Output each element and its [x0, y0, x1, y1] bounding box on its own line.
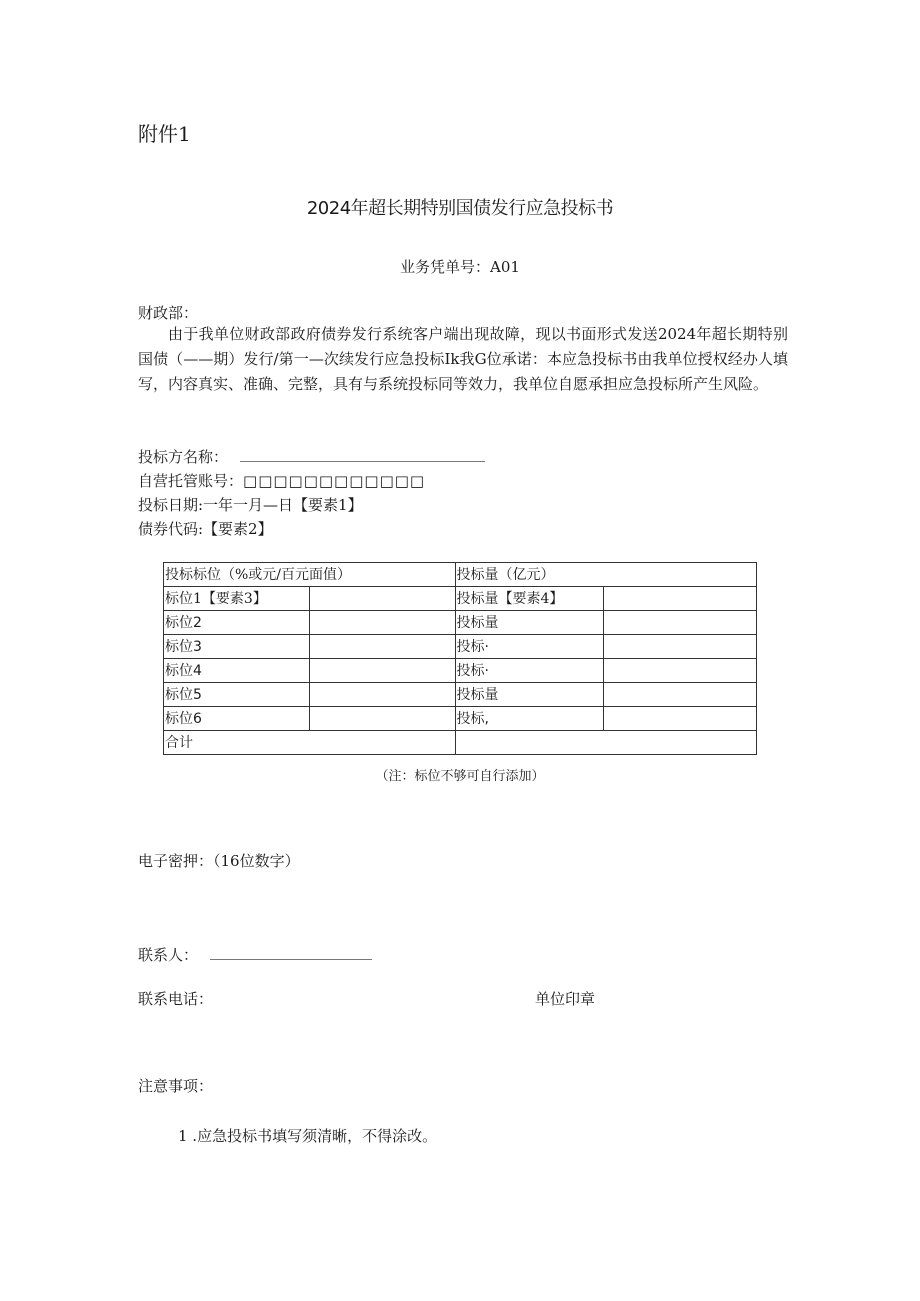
custody-account-field	[138, 470, 425, 491]
document-title: 2024年超长期特别国债发行应急投标书	[306, 198, 614, 219]
amount-value-cell[interactable]	[604, 683, 757, 707]
rate-value-cell[interactable]	[309, 683, 455, 707]
bidder-name-blank[interactable]	[240, 449, 485, 462]
notice-title: 注意事项：	[138, 1077, 214, 1095]
bid-table	[163, 562, 757, 755]
voucher-number: 业务凭单号：A01	[400, 258, 520, 276]
table-total-row	[164, 731, 757, 755]
notice-item: 1 .应急投标书填写须清晰，不得涂改。	[178, 1127, 438, 1145]
commitment-paragraph: 由于我单位财政部政府债券发行系统客户端出现故障，现以书面形式发送2024年超长期特别国债（——期）发行/第一—次续发行应急投标Ik我G位承诺：本应急投标书由我单位授权经办人填写，内容真实、准确、完整，具有与系统投标同等效力，我单位自愿承担应急投标所产生风险。	[138, 325, 788, 393]
amount-label: 投标·	[455, 635, 604, 659]
addressee: 财政部：	[138, 304, 199, 322]
total-value-cell[interactable]	[455, 731, 757, 755]
amount-label: 投标量【要素4】	[455, 587, 604, 611]
table-row	[164, 659, 757, 683]
table-note: （注：标位不够可自行添加）	[375, 769, 545, 784]
table-row	[164, 683, 757, 707]
rate-label: 标位2	[164, 611, 310, 635]
header-rate: 投标标位（%或元/百元面值）	[164, 563, 456, 587]
rate-label: 标位1【要素3】	[164, 587, 310, 611]
unit-seal-label: 单位印章	[535, 990, 596, 1008]
bidder-name-field	[138, 446, 485, 467]
table-header-row	[164, 563, 757, 587]
contact-phone-field: 联系电话：	[138, 990, 214, 1008]
custody-account-label: 自营托管账号：	[138, 472, 244, 490]
amount-value-cell[interactable]	[604, 659, 757, 683]
amount-value-cell[interactable]	[604, 587, 757, 611]
rate-label: 标位5	[164, 683, 310, 707]
amount-value-cell[interactable]	[604, 611, 757, 635]
contact-person-field	[138, 944, 372, 965]
attachment-label: 附件1	[138, 122, 191, 146]
rate-value-cell[interactable]	[309, 707, 455, 731]
contact-person-label: 联系人：	[138, 946, 199, 964]
rate-value-cell[interactable]	[309, 659, 455, 683]
rate-value-cell[interactable]	[309, 635, 455, 659]
rate-label: 标位6	[164, 707, 310, 731]
amount-label: 投标,	[455, 707, 604, 731]
total-label: 合计	[164, 731, 456, 755]
amount-value-cell[interactable]	[604, 635, 757, 659]
amount-label: 投标·	[455, 659, 604, 683]
amount-value-cell[interactable]	[604, 707, 757, 731]
bid-date-field: 投标日期:一年一月—日【要素1】	[138, 496, 363, 514]
amount-label: 投标量	[455, 683, 604, 707]
custody-account-boxes[interactable]: □□□□□□□□□□□□	[243, 472, 426, 490]
rate-label: 标位3	[164, 635, 310, 659]
rate-value-cell[interactable]	[309, 587, 455, 611]
seal-code-field: 电子密押：（16位数字）	[138, 852, 300, 870]
table-row	[164, 635, 757, 659]
bidder-name-label: 投标方名称：	[138, 448, 229, 466]
rate-label: 标位4	[164, 659, 310, 683]
header-amount: 投标量（亿元）	[455, 563, 757, 587]
bond-code-field: 债券代码:【要素2】	[138, 520, 273, 538]
rate-value-cell[interactable]	[309, 611, 455, 635]
table-row	[164, 707, 757, 731]
table-row	[164, 587, 757, 611]
table-row	[164, 611, 757, 635]
contact-person-blank[interactable]	[210, 947, 372, 960]
amount-label: 投标量	[455, 611, 604, 635]
